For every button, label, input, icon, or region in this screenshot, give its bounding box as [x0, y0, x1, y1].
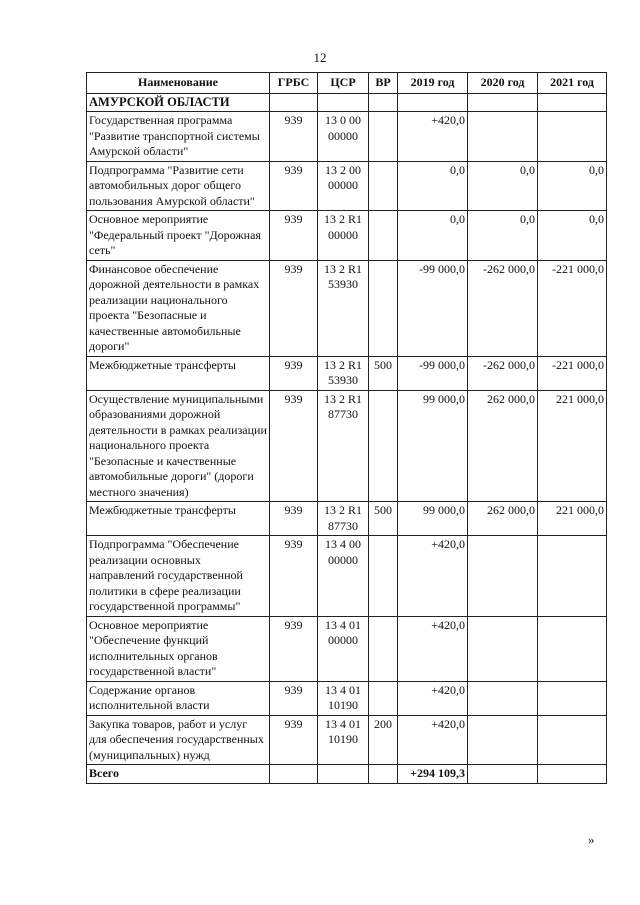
cell-vr — [369, 161, 398, 211]
cell-y2020 — [468, 112, 538, 162]
cell-name: Государственная программа "Развитие транспортной системы Амурской области" — [87, 112, 270, 162]
cell-y2020 — [468, 681, 538, 715]
total-row — [87, 765, 607, 784]
cell-y2021 — [538, 536, 607, 617]
cell-name: Подпрограмма "Развитие сети автомобильных дорог общего пользования Амурской области" — [87, 161, 270, 211]
cell-csr: 13 2 R1 53930 — [318, 356, 369, 390]
cell-name: Финансовое обеспечение дорожной деятельности в рамках реализации национального проекта "Безопасные и качественные автомобильные дороги" — [87, 260, 270, 356]
table-row — [87, 161, 607, 211]
header-2019: 2019 год — [398, 73, 468, 94]
total-cell-grbs — [270, 765, 318, 784]
cell-csr: 13 0 00 00000 — [318, 112, 369, 162]
cell-grbs: 939 — [270, 161, 318, 211]
cell-vr: 500 — [369, 502, 398, 536]
cell-y2020: 0,0 — [468, 211, 538, 261]
cell-grbs: 939 — [270, 260, 318, 356]
cell-y2021 — [538, 112, 607, 162]
cell-y2019: +420,0 — [398, 681, 468, 715]
cell-y2019: +420,0 — [398, 536, 468, 617]
cell-name: Подпрограмма "Обеспечение реализации основных направлений государственной политики в сфере реализации государственной программы" — [87, 536, 270, 617]
cell-csr: 13 4 01 10190 — [318, 715, 369, 765]
cell-y2020: 0,0 — [468, 161, 538, 211]
header-2020: 2020 год — [468, 73, 538, 94]
cell-name: Основное мероприятие "Обеспечение функций исполнительных органов государственной власти" — [87, 616, 270, 681]
cell-name: Межбюджетные трансферты — [87, 502, 270, 536]
cell-y2021 — [538, 681, 607, 715]
table-row — [87, 356, 607, 390]
cell-vr — [369, 112, 398, 162]
table-row — [87, 681, 607, 715]
cell-grbs: 939 — [270, 616, 318, 681]
budget-table — [86, 72, 607, 784]
total-cell-y2021 — [538, 765, 607, 784]
cell-name: Содержание органов исполнительной власти — [87, 681, 270, 715]
section-row — [87, 93, 607, 112]
cell-grbs: 939 — [270, 536, 318, 617]
cell-y2019: +420,0 — [398, 715, 468, 765]
cell-vr: 200 — [369, 715, 398, 765]
cell-csr: 13 2 R1 87730 — [318, 390, 369, 502]
cell-y2020 — [468, 616, 538, 681]
cell-y2021: 0,0 — [538, 161, 607, 211]
header-vr: ВР — [369, 73, 398, 94]
cell-vr — [369, 536, 398, 617]
cell-y2021 — [538, 715, 607, 765]
total-cell-vr — [369, 765, 398, 784]
cell-y2019: 99 000,0 — [398, 390, 468, 502]
cell-csr: 13 2 R1 00000 — [318, 211, 369, 261]
table-header-row — [87, 73, 607, 94]
cell-csr: 13 2 00 00000 — [318, 161, 369, 211]
table-row — [87, 715, 607, 765]
header-grbs: ГРБС — [270, 73, 318, 94]
cell-grbs: 939 — [270, 390, 318, 502]
cell-y2021: 221 000,0 — [538, 502, 607, 536]
cell-y2021: -221 000,0 — [538, 356, 607, 390]
cell-y2020 — [468, 715, 538, 765]
table-row — [87, 112, 607, 162]
cell-y2021: -221 000,0 — [538, 260, 607, 356]
header-2021: 2021 год — [538, 73, 607, 94]
cell-grbs: 939 — [270, 681, 318, 715]
cell-y2021 — [538, 616, 607, 681]
header-name: Наименование — [87, 73, 270, 94]
table-row — [87, 390, 607, 502]
cell-vr — [369, 681, 398, 715]
cell-grbs: 939 — [270, 112, 318, 162]
cell-y2021: 221 000,0 — [538, 390, 607, 502]
section-title: АМУРСКОЙ ОБЛАСТИ — [87, 93, 270, 112]
total-cell-name: Всего — [87, 765, 270, 784]
table-row — [87, 536, 607, 617]
cell-y2020: 262 000,0 — [468, 390, 538, 502]
table-row — [87, 260, 607, 356]
cell-csr: 13 2 R1 87730 — [318, 502, 369, 536]
cell-y2020: -262 000,0 — [468, 356, 538, 390]
cell-vr — [369, 260, 398, 356]
table-body — [87, 93, 607, 783]
table-row — [87, 616, 607, 681]
cell-vr: 500 — [369, 356, 398, 390]
cell-csr: 13 4 01 10190 — [318, 681, 369, 715]
cell-y2020: 262 000,0 — [468, 502, 538, 536]
cell-y2021: 0,0 — [538, 211, 607, 261]
cell-vr — [369, 616, 398, 681]
cell-y2020 — [468, 536, 538, 617]
total-cell-y2019: +294 109,3 — [398, 765, 468, 784]
cell-y2019: +420,0 — [398, 616, 468, 681]
cell-y2019: -99 000,0 — [398, 260, 468, 356]
cell-name: Межбюджетные трансферты — [87, 356, 270, 390]
table-row — [87, 211, 607, 261]
total-cell-csr — [318, 765, 369, 784]
cell-y2019: -99 000,0 — [398, 356, 468, 390]
cell-y2019: 0,0 — [398, 211, 468, 261]
cell-y2019: 99 000,0 — [398, 502, 468, 536]
cell-vr — [369, 390, 398, 502]
cell-y2019: 0,0 — [398, 161, 468, 211]
cell-name: Основное мероприятие "Федеральный проект "Дорожная сеть" — [87, 211, 270, 261]
cell-csr: 13 4 00 00000 — [318, 536, 369, 617]
cell-grbs: 939 — [270, 502, 318, 536]
cell-csr: 13 2 R1 53930 — [318, 260, 369, 356]
cell-name: Осуществление муниципальными образованиями дорожной деятельности в рамках реализации национального проекта "Безопасные и качественные автомобильные дороги" (дороги местного значения) — [87, 390, 270, 502]
cell-grbs: 939 — [270, 356, 318, 390]
cell-name: Закупка товаров, работ и услуг для обеспечения государственных (муниципальных) нужд — [87, 715, 270, 765]
cell-y2020: -262 000,0 — [468, 260, 538, 356]
header-csr: ЦСР — [318, 73, 369, 94]
cell-grbs: 939 — [270, 715, 318, 765]
cell-y2019: +420,0 — [398, 112, 468, 162]
cell-vr — [369, 211, 398, 261]
page-number: 12 — [313, 50, 327, 65]
closing-quote: » — [588, 832, 595, 847]
cell-grbs: 939 — [270, 211, 318, 261]
cell-csr: 13 4 01 00000 — [318, 616, 369, 681]
table-row — [87, 502, 607, 536]
total-cell-y2020 — [468, 765, 538, 784]
